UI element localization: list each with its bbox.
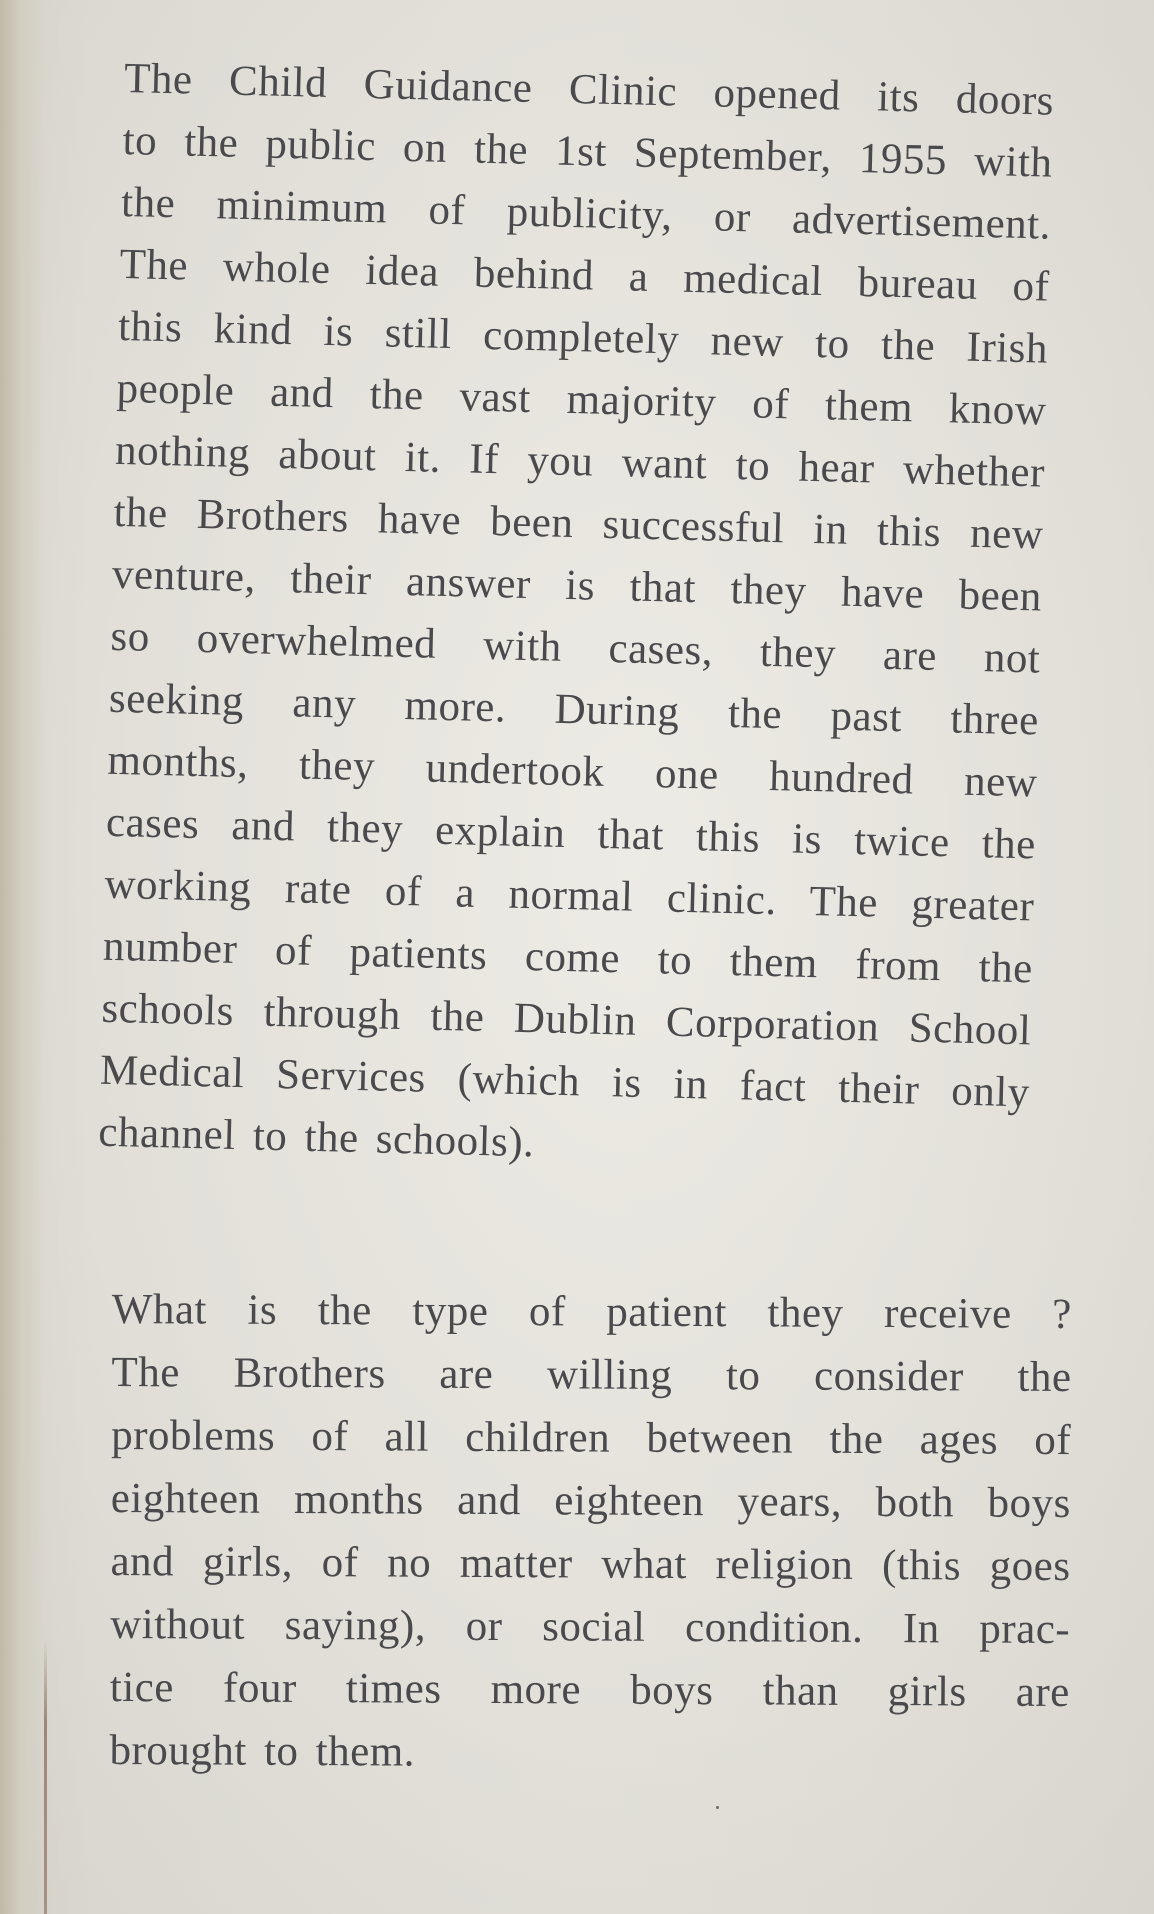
text-line: The Child Guidance Clinic opened its doors <box>123 54 1055 125</box>
text-line: channel to the schools). <box>97 1108 535 1167</box>
text-line: schools through the Dublin Corporation School <box>100 984 1032 1055</box>
text-line: the minimum of publicity, or advertisement. <box>120 178 1052 249</box>
paragraph-clinic-opening <box>98 48 1055 1186</box>
text-line: brought to them. <box>109 1726 416 1776</box>
print-speck <box>716 1806 719 1809</box>
text-line: people and the vast majority of them know <box>116 364 1047 435</box>
text-line: The Brothers are willing to consider the <box>111 1348 1072 1402</box>
page-fold-mark <box>44 1640 47 1914</box>
text-line: to the public on the 1st September, 1955 with <box>122 116 1054 187</box>
text-line: this kind is still completely new to the Irish <box>117 302 1049 373</box>
text-line: What is the type of patient they receive ? <box>111 1285 1072 1339</box>
text-line: without saying), or social condition. In prac- <box>110 1600 1071 1654</box>
text-line: the Brothers have been successful in this new <box>113 488 1044 559</box>
text-line: tice four times more boys than girls are <box>109 1663 1070 1717</box>
text-line: Medical Services (which is in fact their only <box>99 1046 1031 1117</box>
text-line: seeking any more. During the past three <box>108 674 1040 745</box>
text-line: The whole idea behind a medical bureau of <box>119 240 1051 311</box>
text-line: and girls, of no matter what religion (this goes <box>110 1537 1071 1591</box>
text-line: working rate of a normal clinic. The greater <box>103 860 1035 931</box>
text-line: problems of all children between the ages of <box>111 1411 1072 1465</box>
text-line: eighteen months and eighteen years, both boys <box>110 1474 1071 1528</box>
text-line: number of patients come to them from the <box>102 922 1034 993</box>
text-line: months, they undertook one hundred new <box>107 736 1038 807</box>
page-binding-edge <box>0 0 46 1914</box>
text-line: venture, their answer is that they have been <box>111 550 1043 621</box>
paragraph-patient-type <box>109 1278 1072 1787</box>
text-line: so overwhelmed with cases, they are not <box>110 612 1041 683</box>
text-line: cases and they explain that this is twice the <box>105 798 1037 869</box>
text-line: nothing about it. If you want to hear whether <box>114 426 1046 497</box>
